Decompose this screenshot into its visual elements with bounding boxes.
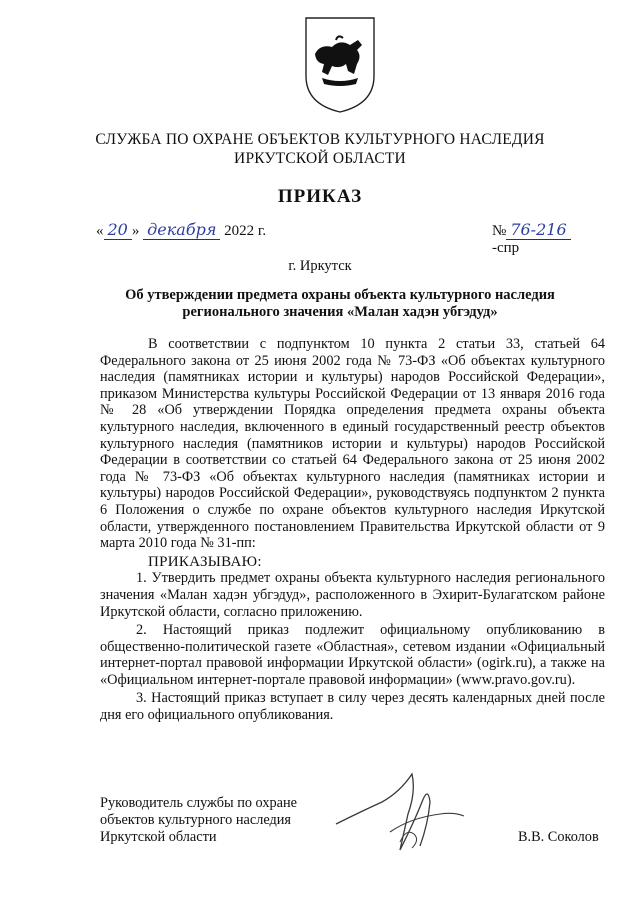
city: г. Иркутск bbox=[288, 258, 352, 274]
order-item-2: 2. Настоящий приказ подлежит официальному опубликованию в общественно-политической газете «Областная», сетевом издании «Официальный интернет-портал правовой информации Иркутской области» (ogirk.ru), а также на «Официальном интернет-портале правовой информации» (www.pravo.gov.ru). bbox=[100, 622, 605, 688]
signer-title-line-3: Иркутской области bbox=[100, 829, 217, 845]
document-type: ПРИКАЗ bbox=[277, 186, 363, 207]
order-subject bbox=[110, 287, 570, 321]
date-year: 2022 г. bbox=[224, 223, 267, 239]
date-open-quote: « bbox=[96, 223, 104, 239]
coat-of-arms-emblem bbox=[302, 14, 378, 114]
order-item-3: 3. Настоящий приказ вступает в силу через десять календарных дней после дня его официального опубликования. bbox=[100, 690, 605, 724]
document-date bbox=[96, 220, 266, 240]
signer-title-line-2: объектов культурного наследия bbox=[100, 812, 291, 828]
organization-name bbox=[0, 130, 640, 168]
date-number-row bbox=[96, 216, 596, 256]
signer-title bbox=[100, 795, 297, 846]
signer-name: В.В. Соколов bbox=[518, 829, 599, 845]
preamble-paragraph: В соответствии с подпунктом 10 пункта 2 статьи 33, статьей 64 Федерального закона от 25 июня 2002 года № 73-ФЗ «Об объектах культурного наследия (памятниках истории и культуры) народов Российской Федерации», приказом Министерства культуры Российской Федерации от 13 января 2016 года № 28 «Об утверждении Порядка определения предмета охраны объекта культурного наследия, включенного в единый государственный реестр объектов культурного наследия (памятников истории и культуры) народов Российской Федерации в соответствии со статьей 64 Федерального закона от 25 июня 2002 года № 73-ФЗ «Об объектах культурного наследия (памятниках истории и культуры) народов Российской Федерации», руководствуясь подпунктом 2 пункта 6 Положения о службе по охране объектов культурного наследия Иркутской области, утвержденного постановлением Правительства Иркутской области от 9 марта 2010 года № 31-пп: bbox=[100, 336, 605, 552]
order-item-1: 1. Утвердить предмет охраны объекта культурного наследия регионального значения «Малан хадэн убгэдуд», расположенного в Эхирит-Булагатском районе Иркутской области, согласно приложению. bbox=[100, 570, 605, 620]
subject-line-2: регионального значения «Малан хадэн убгэдуд» bbox=[182, 304, 498, 320]
subject-line-1: Об утверждении предмета охраны объекта культурного наследия bbox=[125, 287, 555, 303]
number-value: 76-216 bbox=[506, 220, 570, 240]
signer-title-line-1: Руководитель службы по охране bbox=[100, 795, 297, 811]
order-word: ПРИКАЗЫВАЮ: bbox=[148, 553, 262, 570]
org-line-2: ИРКУТСКОЙ ОБЛАСТИ bbox=[234, 150, 406, 167]
order-body bbox=[100, 336, 605, 724]
date-month: декабря bbox=[143, 220, 220, 240]
org-line-1: СЛУЖБА ПО ОХРАНЕ ОБЪЕКТОВ КУЛЬТУРНОГО НАСЛЕДИЯ bbox=[95, 131, 545, 148]
handwritten-signature bbox=[330, 762, 470, 862]
date-close-quote: » bbox=[131, 223, 140, 239]
date-day: 20 bbox=[104, 220, 132, 240]
number-suffix: -спр bbox=[492, 240, 520, 256]
document-number bbox=[492, 220, 596, 257]
number-prefix: № bbox=[492, 223, 507, 239]
